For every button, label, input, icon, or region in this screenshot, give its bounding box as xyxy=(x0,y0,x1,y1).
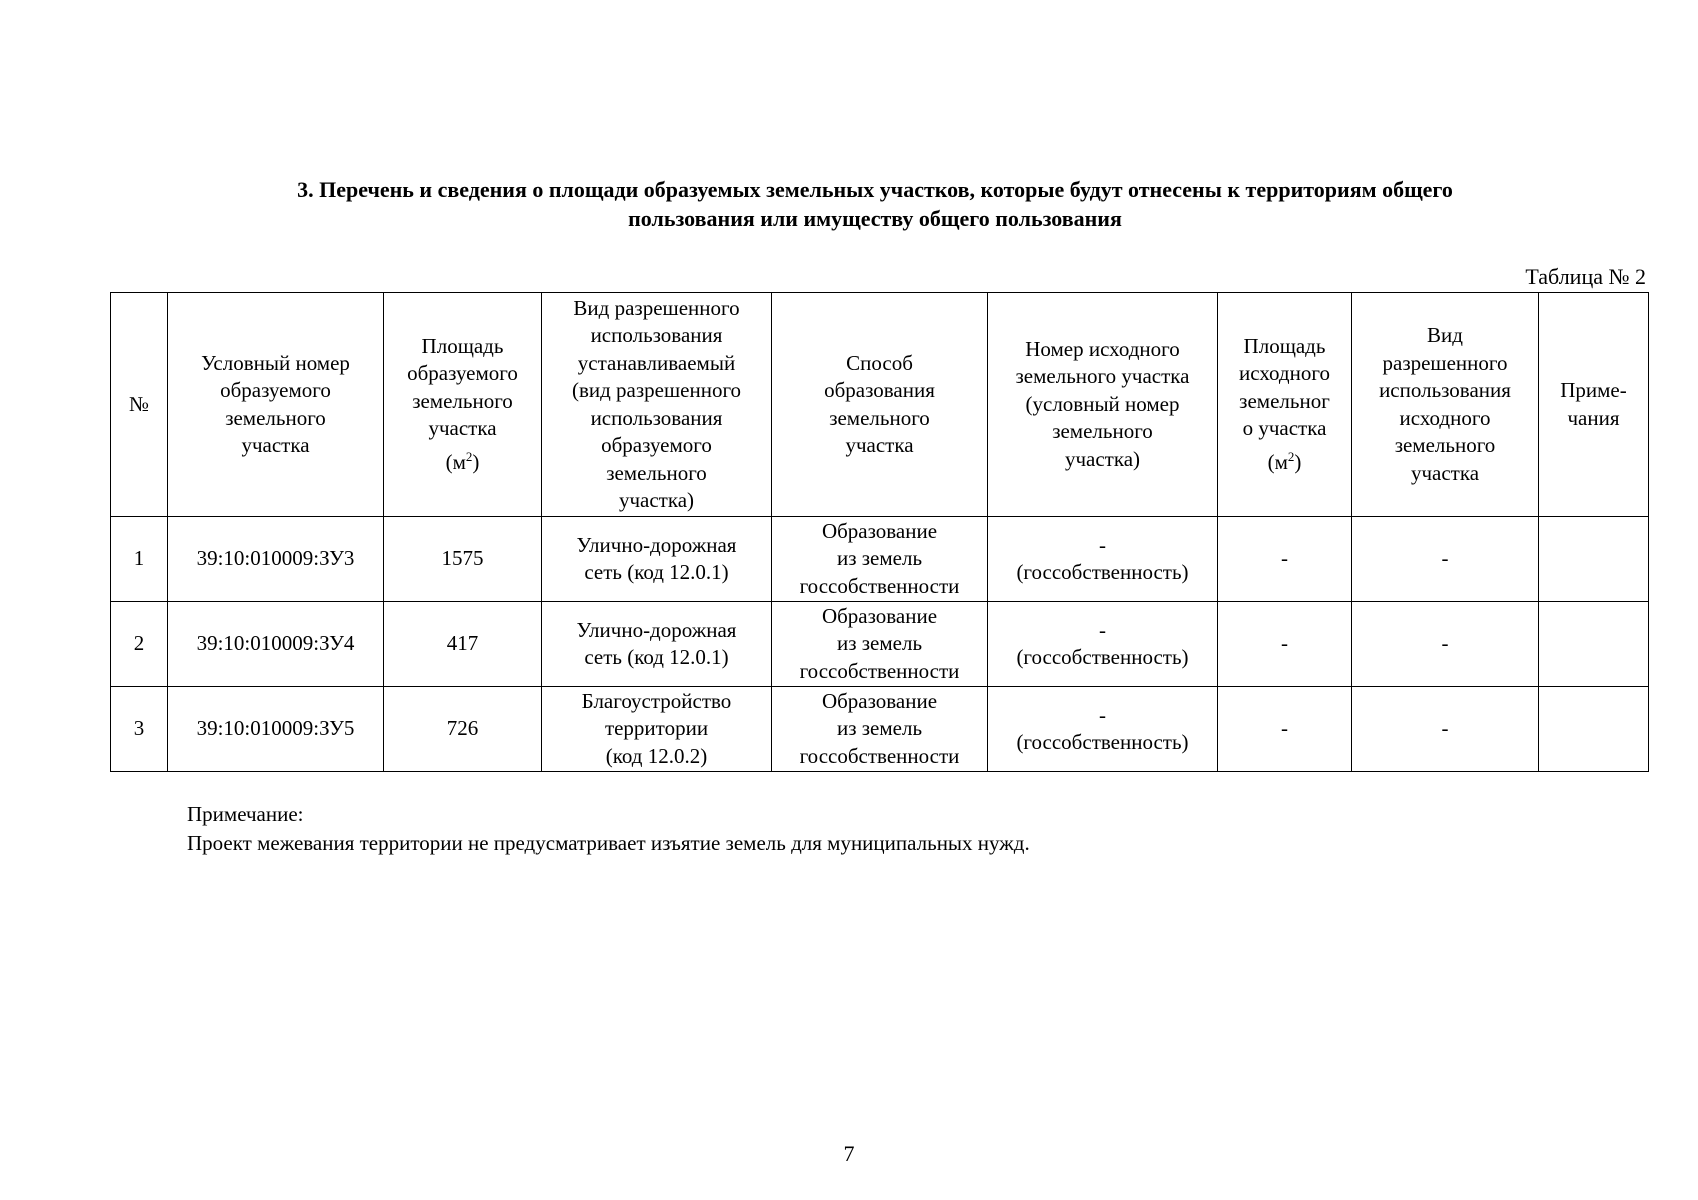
cell-line: из земель xyxy=(836,716,923,741)
cell-line: Площадь xyxy=(421,333,504,358)
land-plots-table xyxy=(110,292,1649,772)
table-body xyxy=(111,517,1649,772)
page-number: 7 xyxy=(843,1141,855,1166)
cell-line: Вид разрешенного xyxy=(573,295,740,320)
table-header-row xyxy=(111,293,1649,517)
cell-line: участка xyxy=(845,433,914,457)
cell-line: территории xyxy=(604,716,709,741)
cell-line: использования xyxy=(1379,378,1511,402)
cell-line: Приме- xyxy=(1560,378,1627,402)
table-row xyxy=(111,687,1649,772)
cell-line: земельного xyxy=(1052,419,1153,444)
unit-label: $(м^2)$ xyxy=(1267,448,1302,474)
cell-line: участка xyxy=(1410,460,1480,485)
cell-line: использования xyxy=(590,323,723,347)
cell-line: - xyxy=(1099,532,1106,557)
cell-line: образуемого xyxy=(601,433,712,457)
cell-line: (код 12.0.2) xyxy=(605,743,708,768)
cell-line: земельного xyxy=(829,405,930,430)
formation-method xyxy=(772,602,988,687)
header-cell xyxy=(1352,293,1539,517)
source-area: - xyxy=(1218,517,1352,602)
table-caption: Таблица № 2 xyxy=(1525,264,1646,289)
header-cell xyxy=(1218,293,1352,517)
cell-line: земельного участка xyxy=(1015,364,1190,389)
cell-line: участка xyxy=(428,416,497,441)
header-cell xyxy=(168,293,384,517)
header-cell xyxy=(1539,293,1649,517)
header-cell xyxy=(111,293,168,517)
header-cell xyxy=(988,293,1218,517)
permitted-use xyxy=(542,687,772,772)
cell-line: Вид xyxy=(1427,323,1463,347)
cell-line: госсобственности xyxy=(799,658,960,683)
source-use: - xyxy=(1352,687,1539,772)
cell-line: земельного xyxy=(1394,433,1496,457)
header-cell xyxy=(772,293,988,517)
section-heading-line-1: 3. Перечень и сведения о площади образуемых земельных участков, которые будут отнесены к территориям общего xyxy=(297,177,1453,202)
cell-line: (госсобственность) xyxy=(1016,645,1189,669)
cell-line: участка) xyxy=(618,488,695,512)
row-number: 1 xyxy=(111,517,168,602)
source-use: - xyxy=(1352,517,1539,602)
source-area: - xyxy=(1218,602,1352,687)
section-heading-line-2: пользования или имуществу общего пользования xyxy=(628,206,1122,231)
cell-line: Благоустройство xyxy=(581,688,732,713)
cell-line: (госсобственность) xyxy=(1016,560,1189,584)
cell-line: исходного xyxy=(1399,405,1491,430)
source-use: - xyxy=(1352,602,1539,687)
unit-symbol: м xyxy=(1274,449,1288,474)
cell-line: образования xyxy=(824,378,935,402)
cell-line: Номер исходного xyxy=(1025,336,1180,361)
table-row xyxy=(111,602,1649,687)
plot-area: 1575 xyxy=(384,517,542,602)
cell-line: № xyxy=(128,391,150,416)
cell-line: земельного xyxy=(606,460,707,485)
cell-line: Улично-дорожная xyxy=(576,617,737,642)
cell-line: образуемого xyxy=(407,361,518,386)
cell-line: участка) xyxy=(1064,446,1141,471)
header-cell xyxy=(542,293,772,517)
cell-line: участка xyxy=(241,433,310,457)
notes-cell xyxy=(1539,517,1649,602)
cell-line: сеть (код 12.0.1) xyxy=(584,560,729,584)
cell-line: - xyxy=(1099,617,1106,642)
cell-line: о участка xyxy=(1242,416,1327,441)
cell-line: Условный номер xyxy=(201,350,350,375)
unit-superscript: 2 xyxy=(465,448,473,464)
table-row xyxy=(111,517,1649,602)
cell-line: Образование xyxy=(821,603,938,628)
cell-line: сеть (код 12.0.1) xyxy=(584,645,729,669)
notes-cell xyxy=(1539,687,1649,772)
unit-symbol: м xyxy=(452,449,466,474)
cell-line: - xyxy=(1099,702,1106,727)
cell-line: госсобственности xyxy=(799,743,960,768)
permitted-use xyxy=(542,517,772,602)
permitted-use xyxy=(542,602,772,687)
plot-area: 726 xyxy=(384,687,542,772)
source-plot xyxy=(988,687,1218,772)
row-number: 2 xyxy=(111,602,168,687)
cell-line: использования xyxy=(590,405,723,430)
formation-method xyxy=(772,687,988,772)
note-text: Проект межевания территории не предусматривает изъятие земель для муниципальных нужд. xyxy=(187,831,1030,855)
section-heading xyxy=(140,175,1610,233)
cell-line: (госсобственность) xyxy=(1016,730,1189,754)
cell-line: из земель xyxy=(836,546,923,571)
cell-line: чания xyxy=(1567,405,1620,430)
note-label: Примечание: xyxy=(187,802,304,826)
cell-line: Способ xyxy=(846,350,913,375)
cell-line: Улично-дорожная xyxy=(576,532,737,557)
cadastral-number: 39:10:010009:ЗУ5 xyxy=(168,687,384,772)
note-block xyxy=(187,800,1030,858)
cell-line: госсобственности xyxy=(799,573,960,598)
cadastral-number: 39:10:010009:ЗУ3 xyxy=(168,517,384,602)
cell-line: (вид разрешенного xyxy=(571,378,742,402)
cell-line: земельног xyxy=(1239,388,1330,413)
cell-line: устанавливаемый xyxy=(577,350,736,375)
unit-label: $(м^2)$ xyxy=(445,448,480,474)
cell-line: Образование xyxy=(821,518,938,543)
notes-cell xyxy=(1539,602,1649,687)
unit-superscript: 2 xyxy=(1287,448,1295,464)
header-cell xyxy=(384,293,542,517)
source-plot xyxy=(988,602,1218,687)
source-plot xyxy=(988,517,1218,602)
cell-line: земельного xyxy=(225,405,326,430)
cell-line: из земель xyxy=(836,631,923,656)
cell-line: (условный номер xyxy=(1025,391,1180,416)
plot-area: 417 xyxy=(384,602,542,687)
cadastral-number: 39:10:010009:ЗУ4 xyxy=(168,602,384,687)
cell-line: Площадь xyxy=(1243,333,1326,358)
source-area: - xyxy=(1218,687,1352,772)
cell-line: исходного xyxy=(1239,361,1330,386)
cell-line: Образование xyxy=(821,688,938,713)
row-number: 3 xyxy=(111,687,168,772)
formation-method xyxy=(772,517,988,602)
cell-line: разрешенного xyxy=(1382,350,1508,375)
cell-line: земельного xyxy=(412,388,513,413)
cell-line: образуемого xyxy=(220,378,331,402)
